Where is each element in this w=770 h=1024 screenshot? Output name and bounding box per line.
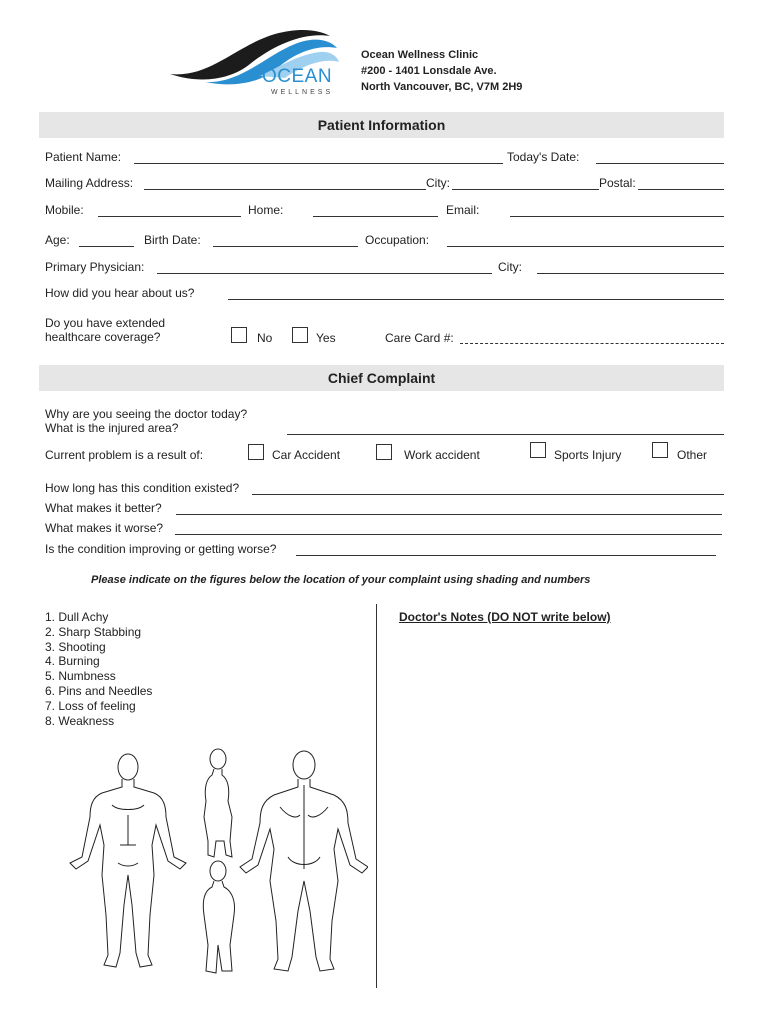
better-field[interactable] — [176, 514, 722, 515]
primary-physician-field[interactable] — [157, 273, 492, 274]
email-label: Email: — [446, 203, 480, 217]
birth-date-field[interactable] — [213, 246, 358, 247]
logo-subword: WELLNESS — [271, 89, 334, 96]
side-figure-bottom-icon — [203, 861, 234, 973]
work-accident-checkbox[interactable] — [376, 444, 392, 460]
postal-label: Postal: — [599, 176, 636, 190]
how-long-label: How long has this condition existed? — [45, 481, 240, 495]
physician-city-field[interactable] — [537, 273, 724, 274]
occupation-field[interactable] — [447, 246, 724, 247]
how-long-field[interactable] — [252, 494, 724, 495]
todays-date-label: Today's Date: — [507, 150, 580, 164]
city-label: City: — [426, 176, 450, 190]
clinic-address — [361, 47, 522, 95]
coverage-no-checkbox[interactable] — [231, 327, 247, 343]
pain-type-item: 8. Weakness — [45, 713, 115, 728]
back-figure-icon — [240, 751, 368, 971]
doctors-notes-title: Doctor's Notes (DO NOT write below) — [399, 610, 611, 624]
birth-date-label: Birth Date: — [144, 233, 201, 247]
why-seeing-line2: What is the injured area? — [45, 421, 179, 435]
other-label: Other — [677, 448, 708, 462]
figure-instruction: Please indicate on the figures below the location of your complaint using shading and numbers — [91, 574, 591, 586]
hear-about-label: How did you hear about us? — [45, 286, 195, 300]
clinic-address-line2: North Vancouver, BC, V7M 2H9 — [361, 81, 523, 93]
pain-type-item: 2. Sharp Stabbing — [45, 624, 142, 639]
physician-city-label: City: — [498, 260, 522, 274]
sports-injury-label: Sports Injury — [554, 448, 622, 462]
injured-area-field[interactable] — [287, 434, 724, 435]
work-accident-label: Work accident — [404, 448, 480, 462]
clinic-logo — [165, 26, 340, 102]
patient-name-field[interactable] — [134, 163, 503, 164]
patient-name-label: Patient Name: — [45, 150, 122, 164]
extended-coverage-line2: healthcare coverage? — [45, 330, 161, 344]
pain-type-list — [45, 610, 152, 728]
current-problem-label: Current problem is a result of: — [45, 448, 204, 462]
improving-field[interactable] — [296, 555, 716, 556]
side-figure-top-icon — [204, 749, 232, 857]
care-card-label: Care Card #: — [385, 331, 454, 345]
coverage-yes-checkbox[interactable] — [292, 327, 308, 343]
clinic-address-line1: #200 - 1401 Lonsdale Ave. — [361, 65, 497, 77]
extended-coverage-label — [45, 316, 165, 344]
car-accident-label: Car Accident — [272, 448, 341, 462]
email-field[interactable] — [510, 216, 724, 217]
worse-field[interactable] — [175, 534, 722, 535]
car-accident-checkbox[interactable] — [248, 444, 264, 460]
notes-divider — [376, 604, 377, 988]
coverage-yes-label: Yes — [316, 331, 336, 345]
pain-type-item: 6. Pins and Needles — [45, 683, 153, 698]
chief-complaint-header: Chief Complaint — [39, 365, 724, 391]
other-checkbox[interactable] — [652, 442, 668, 458]
sports-injury-checkbox[interactable] — [530, 442, 546, 458]
pain-type-item: 7. Loss of feeling — [45, 698, 136, 713]
home-field[interactable] — [313, 216, 438, 217]
pain-type-item: 5. Numbness — [45, 669, 116, 684]
pain-type-item: 1. Dull Achy — [45, 610, 109, 624]
care-card-field[interactable] — [460, 343, 724, 344]
mailing-address-label: Mailing Address: — [45, 176, 134, 190]
todays-date-field[interactable] — [596, 163, 724, 164]
clinic-name: Ocean Wellness Clinic — [361, 49, 479, 61]
age-field[interactable] — [79, 246, 134, 247]
primary-physician-label: Primary Physician: — [45, 260, 145, 274]
improving-label: Is the condition improving or getting worse? — [45, 542, 277, 556]
mobile-label: Mobile: — [45, 203, 84, 217]
pain-type-item: 4. Burning — [45, 654, 100, 669]
patient-info-header: Patient Information — [39, 112, 724, 138]
coverage-no-label: No — [257, 331, 273, 345]
logo-word: OCEAN — [262, 66, 333, 87]
home-label: Home: — [248, 203, 284, 217]
extended-coverage-line1: Do you have extended — [45, 316, 166, 330]
why-seeing-label — [45, 407, 247, 435]
age-label: Age: — [45, 233, 70, 247]
pain-type-item: 3. Shooting — [45, 639, 106, 654]
mobile-field[interactable] — [98, 216, 241, 217]
why-seeing-line1: Why are you seeing the doctor today? — [45, 407, 248, 421]
worse-label: What makes it worse? — [45, 521, 164, 535]
hear-about-field[interactable] — [228, 299, 724, 300]
better-label: What makes it better? — [45, 501, 162, 515]
occupation-label: Occupation: — [365, 233, 430, 247]
front-figure-icon — [70, 754, 186, 967]
body-diagram[interactable] — [48, 745, 368, 981]
